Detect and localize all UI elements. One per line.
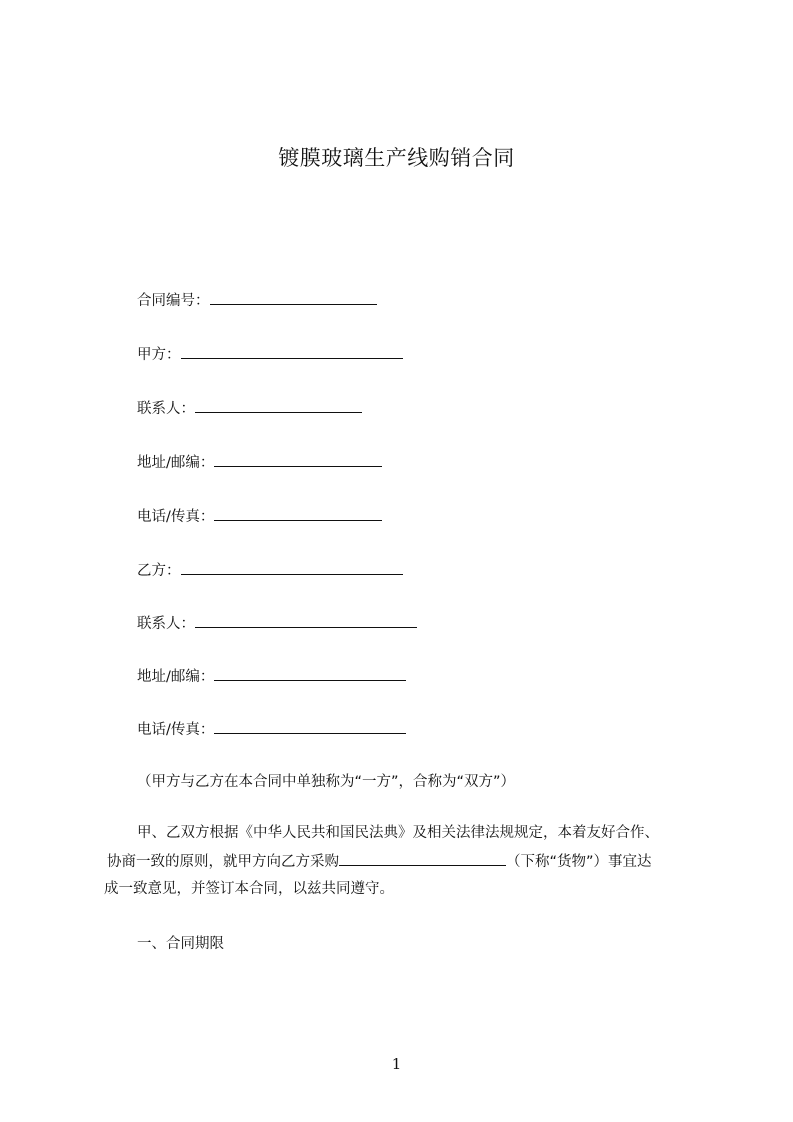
field-party-a-contact xyxy=(137,398,362,419)
section-heading: 一、合同期限 xyxy=(137,936,224,952)
blank-line xyxy=(214,719,406,734)
preamble-text: （下称“货物”）事宜达 xyxy=(506,854,652,870)
blank-line xyxy=(210,290,377,305)
field-party-b-address xyxy=(137,666,406,687)
field-party-a-address xyxy=(137,452,382,473)
blank-line xyxy=(195,613,417,628)
blank-line xyxy=(214,506,382,521)
blank-line xyxy=(195,398,362,413)
parties-note: （甲方与乙方在本合同中单独称为“一方”，合称为“双方”） xyxy=(137,774,516,790)
preamble-text: 协商一致的原则，就甲方向乙方采购 xyxy=(107,854,339,870)
field-label: 地址/邮编： xyxy=(137,669,215,685)
field-label: 地址/邮编： xyxy=(137,455,215,471)
field-label: 甲方： xyxy=(137,347,181,363)
field-party-a-phone xyxy=(137,506,382,527)
blank-line xyxy=(181,344,403,359)
blank-line xyxy=(214,452,382,467)
field-party-a xyxy=(137,344,403,365)
contract-title: 镀膜玻璃生产线购销合同 xyxy=(278,146,515,170)
page-number: 1 xyxy=(391,1055,402,1073)
preamble-line-3: 成一致意见，并签订本合同，以兹共同遵守。 xyxy=(104,881,394,897)
blank-line xyxy=(181,560,403,575)
blank-line xyxy=(214,666,406,681)
field-label: 联系人： xyxy=(137,616,195,632)
preamble-line-2 xyxy=(107,851,652,872)
field-label: 合同编号： xyxy=(137,293,210,309)
preamble-line-1: 甲、乙双方根据《中华人民共和国民法典》及相关法律法规规定，本着友好合作、 xyxy=(137,825,659,841)
field-label: 电话/传真： xyxy=(137,509,215,525)
field-label: 联系人： xyxy=(137,401,195,417)
goods-blank-line xyxy=(339,851,506,866)
field-label: 乙方： xyxy=(137,563,181,579)
field-label: 电话/传真： xyxy=(137,722,215,738)
field-party-b-contact xyxy=(137,613,417,634)
field-party-b-phone xyxy=(137,719,406,740)
field-party-b xyxy=(137,560,403,581)
field-contract-number xyxy=(137,290,377,311)
